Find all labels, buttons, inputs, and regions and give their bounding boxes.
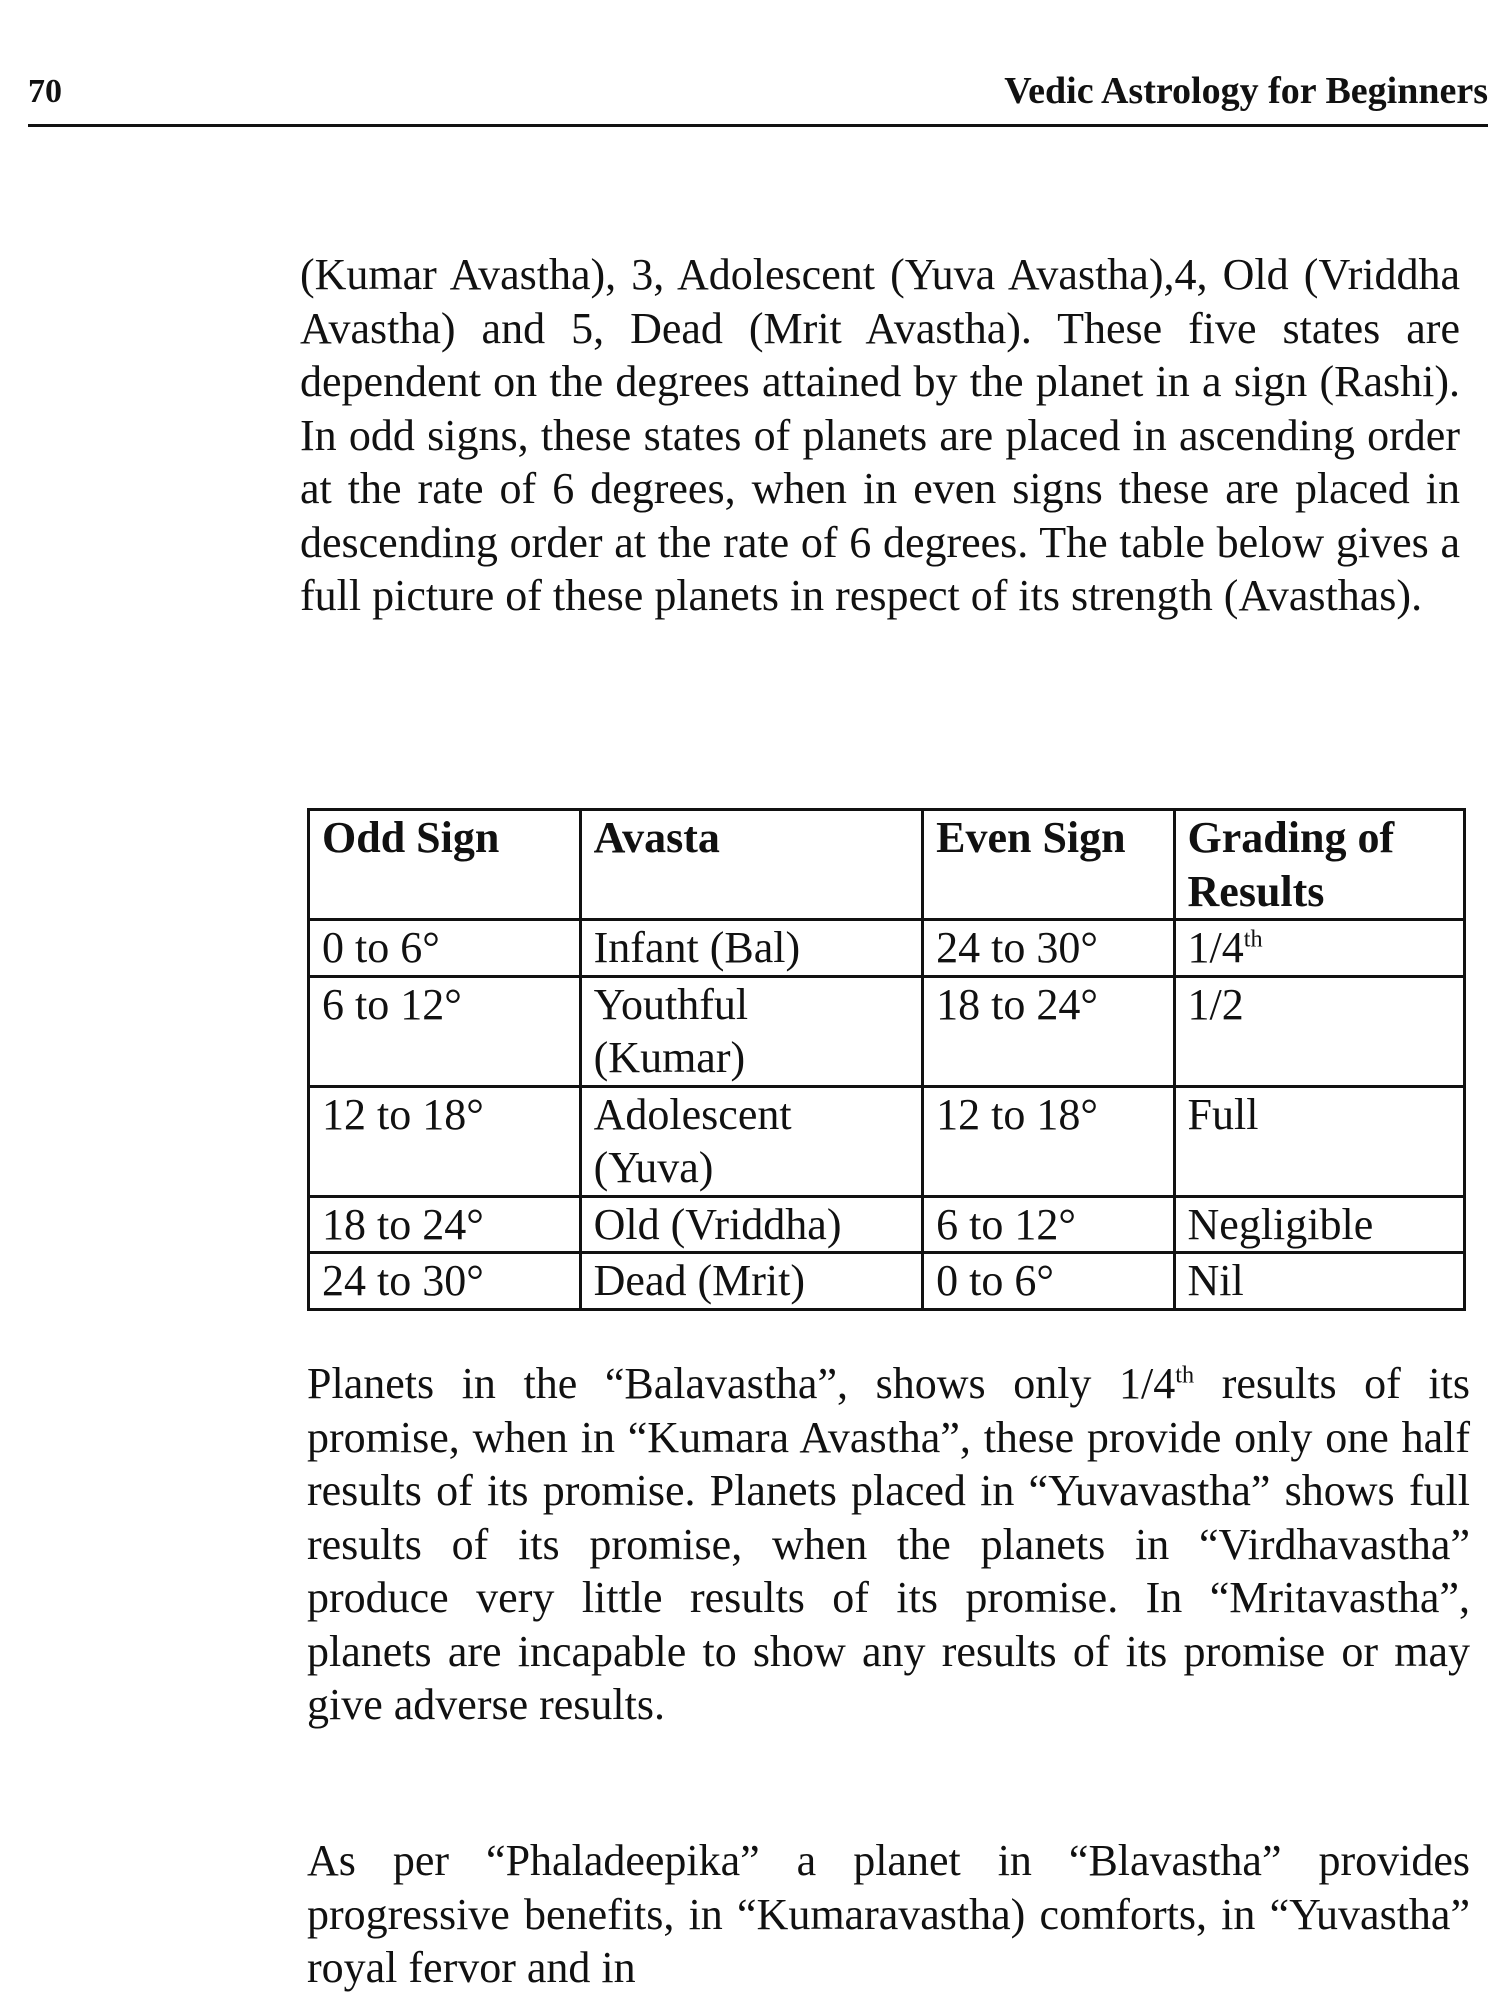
cell-avasta: Adolescent (Yuva) — [580, 1086, 922, 1196]
cell-even-sign: 18 to 24° — [923, 976, 1174, 1086]
paragraph-superscript: th — [1175, 1361, 1195, 1389]
cell-grading: Nil — [1174, 1253, 1464, 1310]
cell-avasta: Youthful (Kumar) — [580, 976, 922, 1086]
page-header — [28, 55, 1488, 125]
cell-odd-sign: 24 to 30° — [309, 1253, 581, 1310]
cell-even-sign: 24 to 30° — [923, 920, 1174, 977]
paragraph-phaladeepika: As per “Phaladeepika” a planet in “Blavastha” provides progressive benefits, in “Kumaravastha) comforts, in “Yuvastha” royal fervor and in — [307, 1836, 1470, 1992]
table-row — [309, 1253, 1465, 1310]
paragraph-avastha-results — [307, 1357, 1470, 1732]
page-number: 70 — [28, 73, 62, 110]
avastha-table-container — [307, 808, 1466, 1311]
table-header-row — [309, 810, 1465, 920]
cell-grading: 1/2 — [1174, 976, 1464, 1086]
cell-even-sign: 0 to 6° — [923, 1253, 1174, 1310]
cell-odd-sign: 12 to 18° — [309, 1086, 581, 1196]
table-row — [309, 1196, 1465, 1253]
cell-grading-value: 1/4 — [1187, 923, 1244, 972]
header-odd-sign: Odd Sign — [309, 810, 581, 920]
avastha-table — [307, 808, 1466, 1311]
header-rule — [28, 124, 1488, 127]
cell-avasta: Infant (Bal) — [580, 920, 922, 977]
paragraph-text-rest: results of its promise, when in “Kumara Avastha”, these provide only one half results of its promise. Planets placed in “Yuvavastha” shows full results of its promise, when the planets in “Virdhavastha” produce very little results of its promise. In “Mritavastha”, planets are incapable to show any results of its promise or may give adverse results. — [307, 1359, 1470, 1729]
cell-odd-sign: 18 to 24° — [309, 1196, 581, 1253]
cell-even-sign: 12 to 18° — [923, 1086, 1174, 1196]
cell-grading: Negligible — [1174, 1196, 1464, 1253]
paragraph-avastha-intro: (Kumar Avastha), 3, Adolescent (Yuva Avastha),4, Old (Vriddha Avastha) and 5, Dead (Mrit Avastha). These five states are dependent on the degrees attained by the planet in a sign (Rashi). In odd signs, these states of planets are placed in ascending order at the rate of 6 degrees, when in even signs these are placed in descending order at the rate of 6 degrees. The table below gives a full picture of these planets in respect of its strength (Avasthas). — [300, 250, 1460, 620]
paragraph-text-start: Planets in the “Balavastha”, shows only 1/4 — [307, 1359, 1176, 1408]
cell-grading-superscript: th — [1243, 925, 1263, 953]
cell-grading — [1174, 920, 1464, 977]
cell-odd-sign: 6 to 12° — [309, 976, 581, 1086]
cell-avasta: Old (Vriddha) — [580, 1196, 922, 1253]
table-row — [309, 1086, 1465, 1196]
cell-odd-sign: 0 to 6° — [309, 920, 581, 977]
cell-grading: Full — [1174, 1086, 1464, 1196]
cell-even-sign: 6 to 12° — [923, 1196, 1174, 1253]
header-even-sign: Even Sign — [923, 810, 1174, 920]
table-row — [309, 976, 1465, 1086]
table-row — [309, 920, 1465, 977]
header-avasta: Avasta — [580, 810, 922, 920]
header-grading: Grading of Results — [1174, 810, 1464, 920]
cell-avasta: Dead (Mrit) — [580, 1253, 922, 1310]
running-title: Vedic Astrology for Beginners — [1004, 70, 1488, 112]
